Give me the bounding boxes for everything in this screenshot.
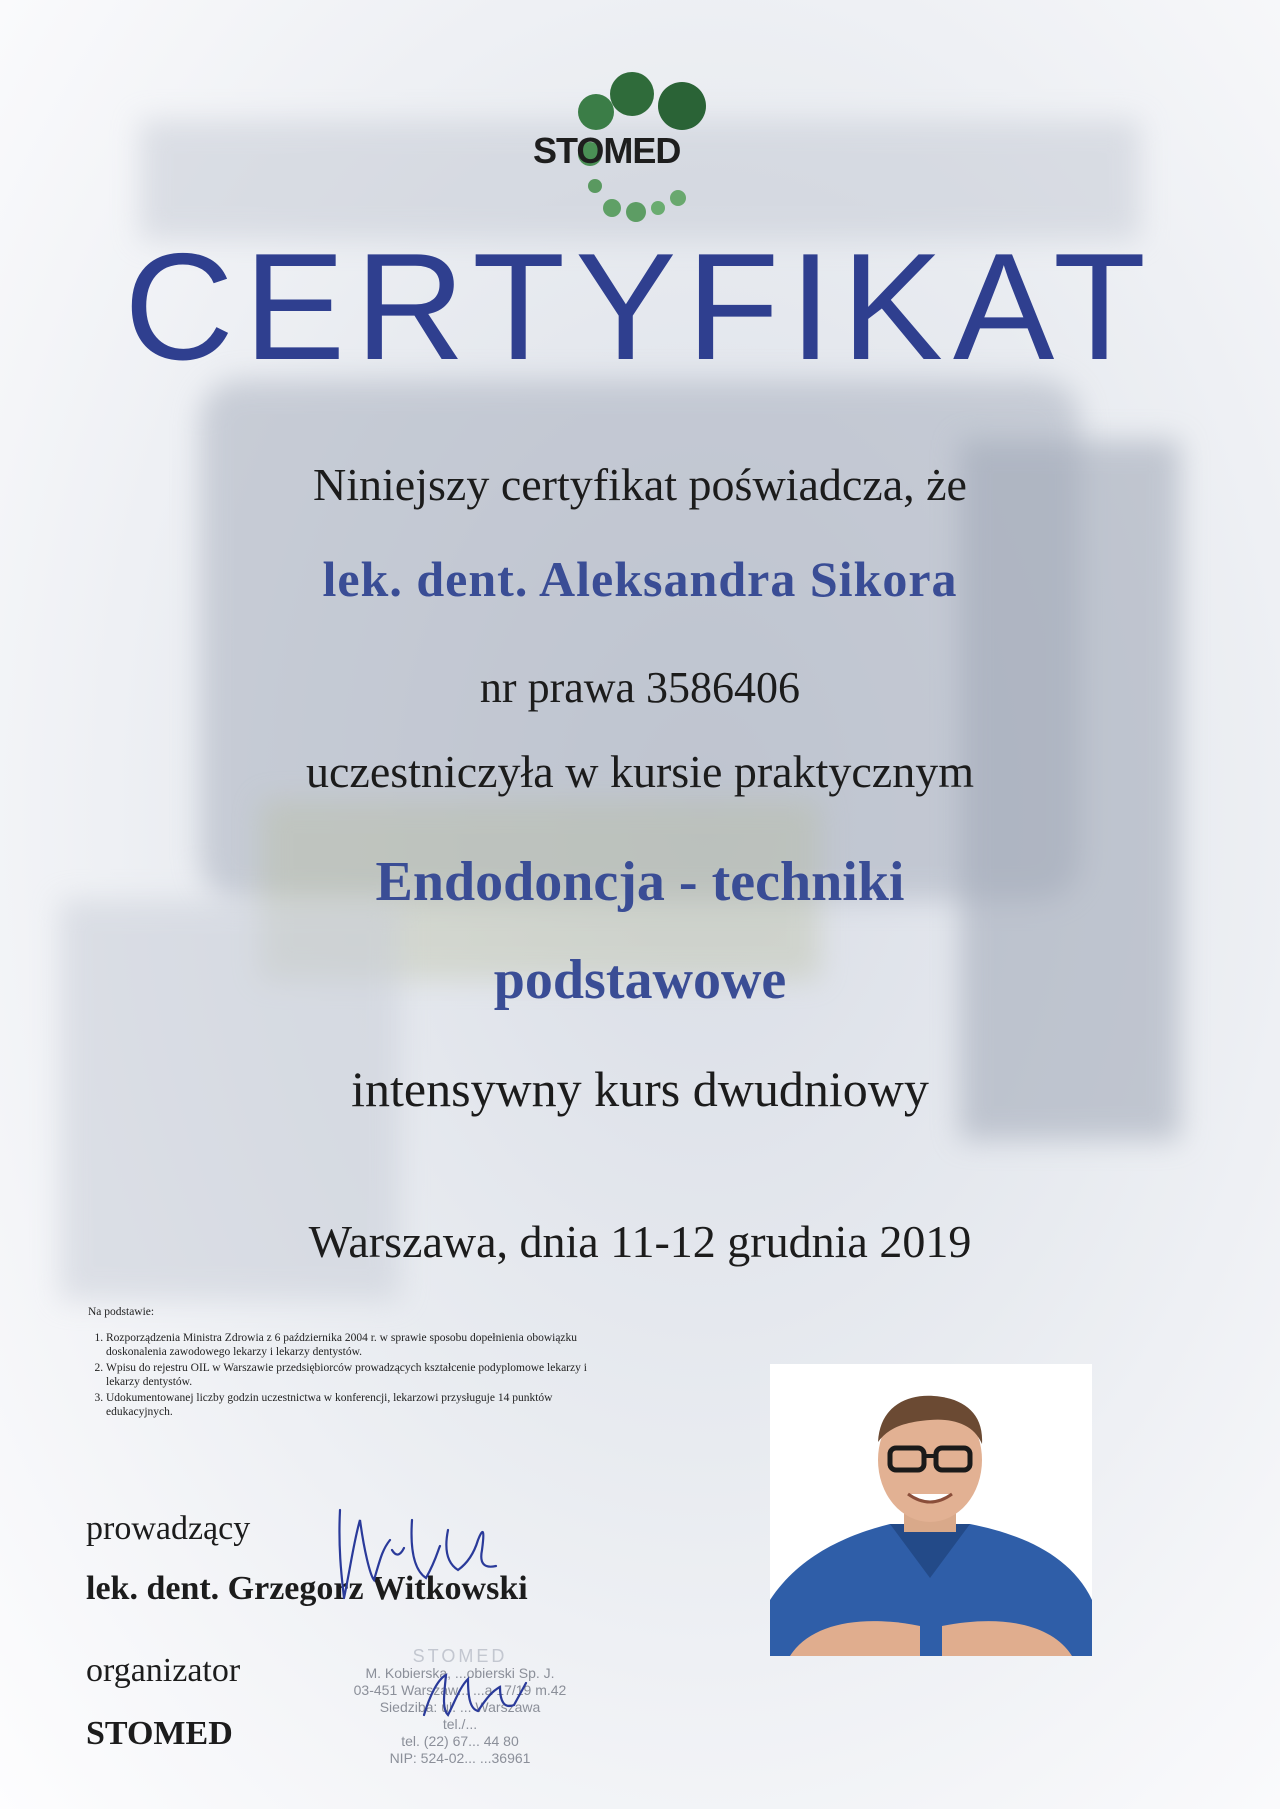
course-type: intensywny kurs dwudniowy <box>351 1061 929 1117</box>
list-item: 3. Udokumentowanej liczby godzin uczestnictwa w konferencji, lekarzowi przysługuje 14 punktów edukacyjnych. <box>106 1391 598 1419</box>
stamp-line: tel. (22) 67... 44 80 <box>401 1733 519 1749</box>
stamp-line: Siedziba: ul. ... Warszawa <box>379 1699 541 1715</box>
legal-basis-list <box>88 1331 598 1419</box>
stamp-brand: STOMED <box>412 1646 508 1666</box>
portrait-photo <box>770 1364 1092 1656</box>
lead-label: prowadzący <box>86 1510 251 1547</box>
license-number: nr prawa 3586406 <box>479 663 801 712</box>
stamp-line: tel./... <box>442 1716 478 1732</box>
list-item: 2. Wpisu do rejestru OIL w Warszawie przedsiębiorców prowadzących kształcenie podyplomowe lekarzy i lekarzy dentystów. <box>106 1361 598 1389</box>
participation-text: uczestniczyła w kursie praktycznym <box>305 746 974 797</box>
organizer-signature-icon <box>420 1665 530 1725</box>
logo-wordmark: STOMED <box>533 130 681 171</box>
place-and-date: Warszawa, dnia 11-12 grudnia 2019 <box>308 1216 972 1267</box>
organizer-name: STOMED <box>86 1715 233 1752</box>
stamp-line: NIP: 524-02... ...36961 <box>389 1750 531 1766</box>
legal-basis-heading: Na podstawie: <box>88 1306 155 1318</box>
legal-basis <box>88 1305 598 1421</box>
stamp-line: 03-451 Warszaw... ...a 17/19 m.42 <box>353 1682 567 1698</box>
organizer-label: organizator <box>86 1652 241 1689</box>
stamp-line: M. Kobierska, ...obierski Sp. J. <box>365 1665 555 1681</box>
lead-name: lek. dent. Grzegorz Witkowski <box>86 1570 528 1607</box>
recipient-name: lek. dent. Aleksandra Sikora <box>322 551 958 607</box>
list-item: 1. Rozporządzenia Ministra Zdrowia z 6 października 2004 r. w sprawie sposobu dopełnienia obowiązku doskonalenia zawodowego lekarzy i lekarzy dentystów. <box>106 1331 598 1359</box>
course-title-line1: Endodoncja - techniki <box>375 851 905 913</box>
course-title-line2: podstawowe <box>493 949 787 1011</box>
certificate-title: CERTYFIKAT <box>124 222 1156 392</box>
intro-text: Niniejszy certyfikat poświadcza, że <box>313 459 967 510</box>
lead-signature-icon <box>330 1480 510 1610</box>
